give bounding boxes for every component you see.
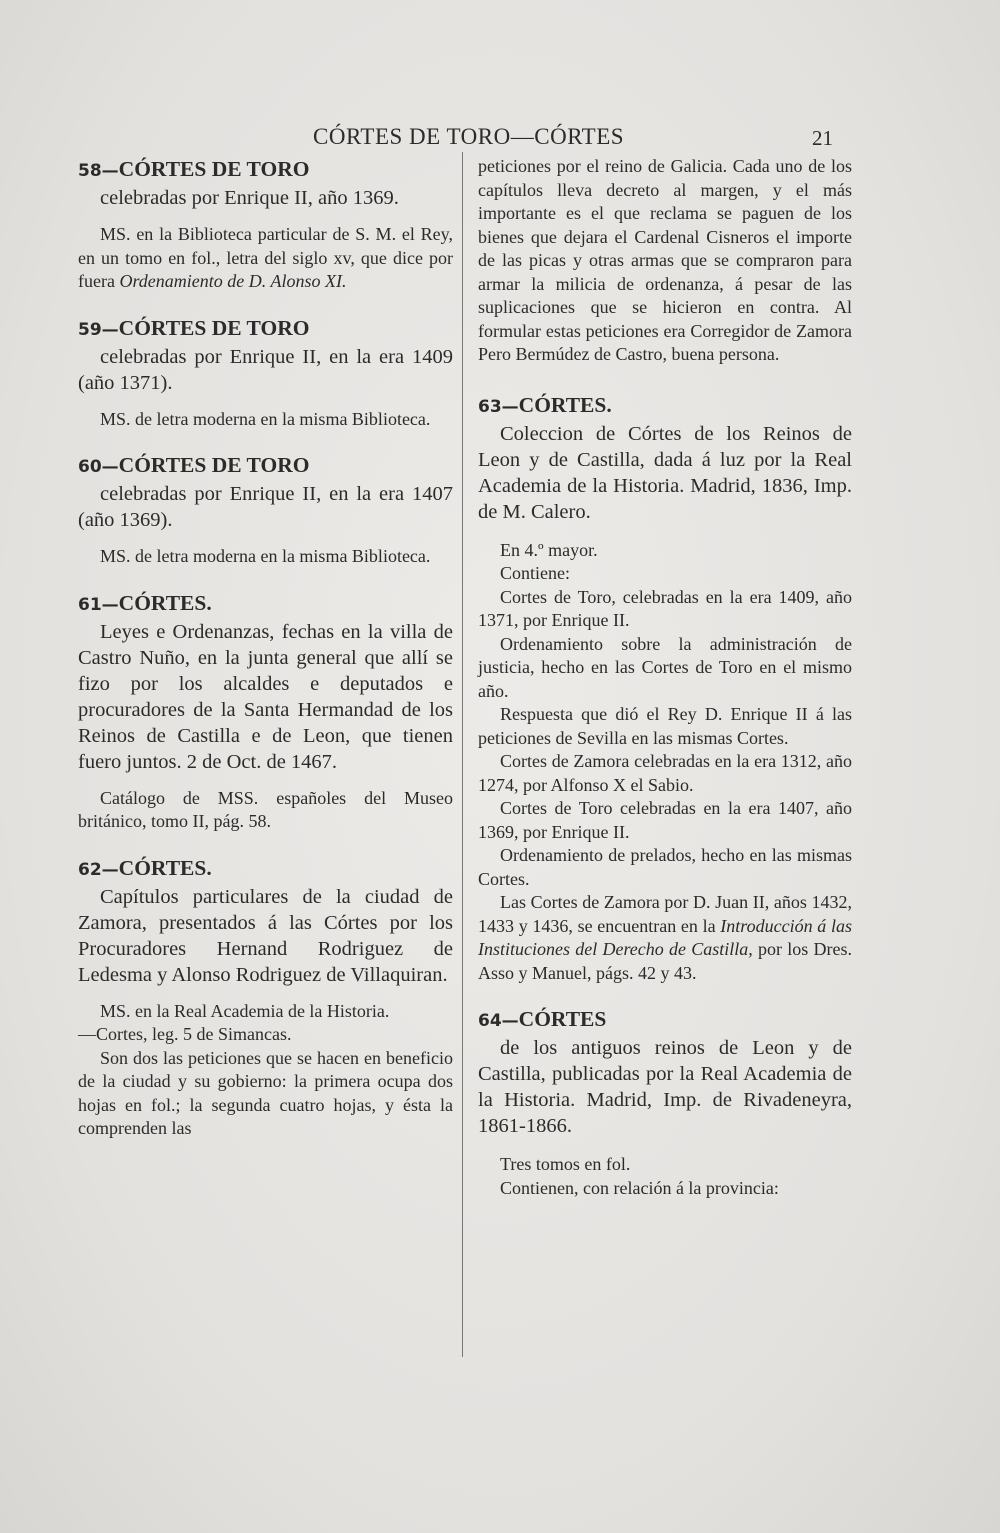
entry-note-line: MS. en la Real Academia de la Historia. xyxy=(100,1000,390,1021)
entry-note-line: Son dos las peticiones que se hacen en beneficio de la ciudad y su gobierno: la primera ocupa dos hojas en fol.; la segunda cuatro hojas, y ésta la comprenden las xyxy=(78,1047,453,1138)
running-title: CÓRTES DE TORO—CÓRTES xyxy=(313,124,625,149)
contents-item-italic: Introducción á las Instituciones del Derecho de Castilla, xyxy=(478,915,852,959)
entry-contents xyxy=(478,1153,852,1200)
right-column xyxy=(478,155,852,1220)
entry-heading xyxy=(478,1005,852,1035)
continued-note: peticiones por el reino de Galicia. Cada uno de los capítulos lleva decreto al margen, y el más importante es el que reclama se paguen de los bienes que dejara el Cardenal Cisneros el importe de las picas y otras armas que se compraron para armar la milicia de ordenanza, á pesar de las suplicaciones que se hicieron en contra. Al formular estas peticiones era Corregidor de Zamora Pero Bermúdez de Castro, buena persona. xyxy=(478,156,852,364)
entry-heading-text: CÓRTES DE TORO xyxy=(118,453,310,477)
entry-title: Coleccion de Córtes de los Reinos de Leon y de Castilla, dada á luz por la Real Academia de la Historia. Madrid, 1836, Imp. de M. Calero. xyxy=(478,422,852,523)
entry-title: de los antiguos reinos de Leon y de Castilla, publicadas por la Real Academia de la Historia. Madrid, Imp. de Rivadeneyra, 1861-1866. xyxy=(478,1037,852,1137)
entry-63 xyxy=(478,391,852,986)
contents-item: Contiene: xyxy=(500,563,570,583)
entry-heading xyxy=(78,854,453,884)
entry-title: celebradas por Enrique II, en la era 1407 (año 1369). xyxy=(78,483,453,531)
entry-note: MS. de letra moderna en la misma Biblioteca. xyxy=(100,408,431,429)
contents-item: Cortes de Toro, celebradas en la era 1409, año 1371, por Enrique II. xyxy=(478,586,852,630)
entry-heading xyxy=(478,391,852,421)
entry-title: Leyes e Ordenanzas, fechas en la villa de Castro Nuño, en la junta general que allí se fizo por los alcaldes e deputados e procuradores de la Santa Hermandad de los Reinos de Castilla e de Leon, que tienen fuero juntos. 2 de Oct. de 1467. xyxy=(78,620,453,773)
contents-item: Cortes de Toro celebradas en la era 1407, año 1369, por Enrique II. xyxy=(478,798,852,842)
entry-title: celebradas por Enrique II, en la era 1409 (año 1371). xyxy=(78,345,453,394)
entry-note-text: MS. en la Biblioteca particular de S. M. el Rey, en un tomo en fol., letra del siglo xv, que dice por fuera xyxy=(78,224,453,291)
entry-58 xyxy=(78,155,453,294)
entry-number: 62— xyxy=(78,859,119,880)
entry-note xyxy=(78,1000,453,1141)
contents-item: En 4.º mayor. xyxy=(500,539,598,560)
entry-heading-text: CÓRTES. xyxy=(118,855,212,880)
entry-number: 63— xyxy=(478,396,519,417)
page-number: 21 xyxy=(812,126,833,150)
entry-heading xyxy=(78,589,453,619)
entry-title: celebradas por Enrique II, año 1369. xyxy=(100,187,399,209)
contents-item-text: Las Cortes de Zamora por D. Juan II, años 1432, 1433 y 1436, se encuentran en la xyxy=(478,892,852,936)
entry-number: 60— xyxy=(78,457,119,477)
running-head xyxy=(0,124,1000,154)
contents-item xyxy=(478,891,852,985)
entry-number: 61— xyxy=(78,594,119,615)
entry-heading-text: CÓRTES. xyxy=(518,392,612,417)
column-divider xyxy=(462,152,463,1357)
entry-note xyxy=(78,223,453,294)
entry-heading xyxy=(78,155,453,185)
contents-item: Tres tomos en fol. xyxy=(500,1154,631,1174)
entry-number: 59— xyxy=(78,319,119,340)
entry-number: 64— xyxy=(478,1011,519,1031)
entry-heading-text: CÓRTES xyxy=(518,1007,607,1031)
contents-item: Cortes de Zamora celebradas en la era 1312, año 1274, por Alfonso X el Sabio. xyxy=(478,751,852,795)
entry-heading xyxy=(78,451,453,481)
contents-item-tail: por los Dres. Asso y Manuel, págs. 42 y 43. xyxy=(478,939,852,983)
contents-item: Ordenamiento de prelados, hecho en las mismas Cortes. xyxy=(478,845,852,889)
entry-59 xyxy=(78,314,453,432)
entry-contents xyxy=(478,539,852,986)
entry-note: Catálogo de MSS. españoles del Museo británico, tomo II, pág. 58. xyxy=(78,787,453,831)
entry-heading-text: CÓRTES. xyxy=(118,590,212,615)
entry-title: Capítulos particulares de la ciudad de Zamora, presentados á las Córtes por los Procuradores Hernand Rodriguez de Ledesma y Alonso Rodriguez de Villaquiran. xyxy=(78,885,453,986)
entry-heading-text: CÓRTES DE TORO xyxy=(118,315,310,340)
entry-61 xyxy=(78,589,453,834)
contents-item: Ordenamiento sobre la administración de justicia, hecho en las Cortes de Toro en el mismo año. xyxy=(478,633,852,701)
entry-60 xyxy=(78,451,453,569)
entry-note: MS. de letra moderna en la misma Biblioteca. xyxy=(100,546,431,566)
contents-item: Contienen, con relación á la provincia: xyxy=(500,1177,779,1198)
entry-note-italic: Ordenamiento de D. Alonso XI. xyxy=(119,271,347,291)
entry-62 xyxy=(78,854,453,1141)
left-column xyxy=(78,155,453,1161)
entry-heading xyxy=(78,314,453,344)
entry-number: 58— xyxy=(78,161,119,181)
entry-note-line: —Cortes, leg. 5 de Simancas. xyxy=(78,1024,292,1044)
entry-64 xyxy=(478,1005,852,1200)
entry-heading-text: CÓRTES DE TORO xyxy=(118,157,310,181)
contents-item: Respuesta que dió el Rey D. Enrique II á las peticiones de Sevilla en las mismas Cortes. xyxy=(478,704,852,748)
